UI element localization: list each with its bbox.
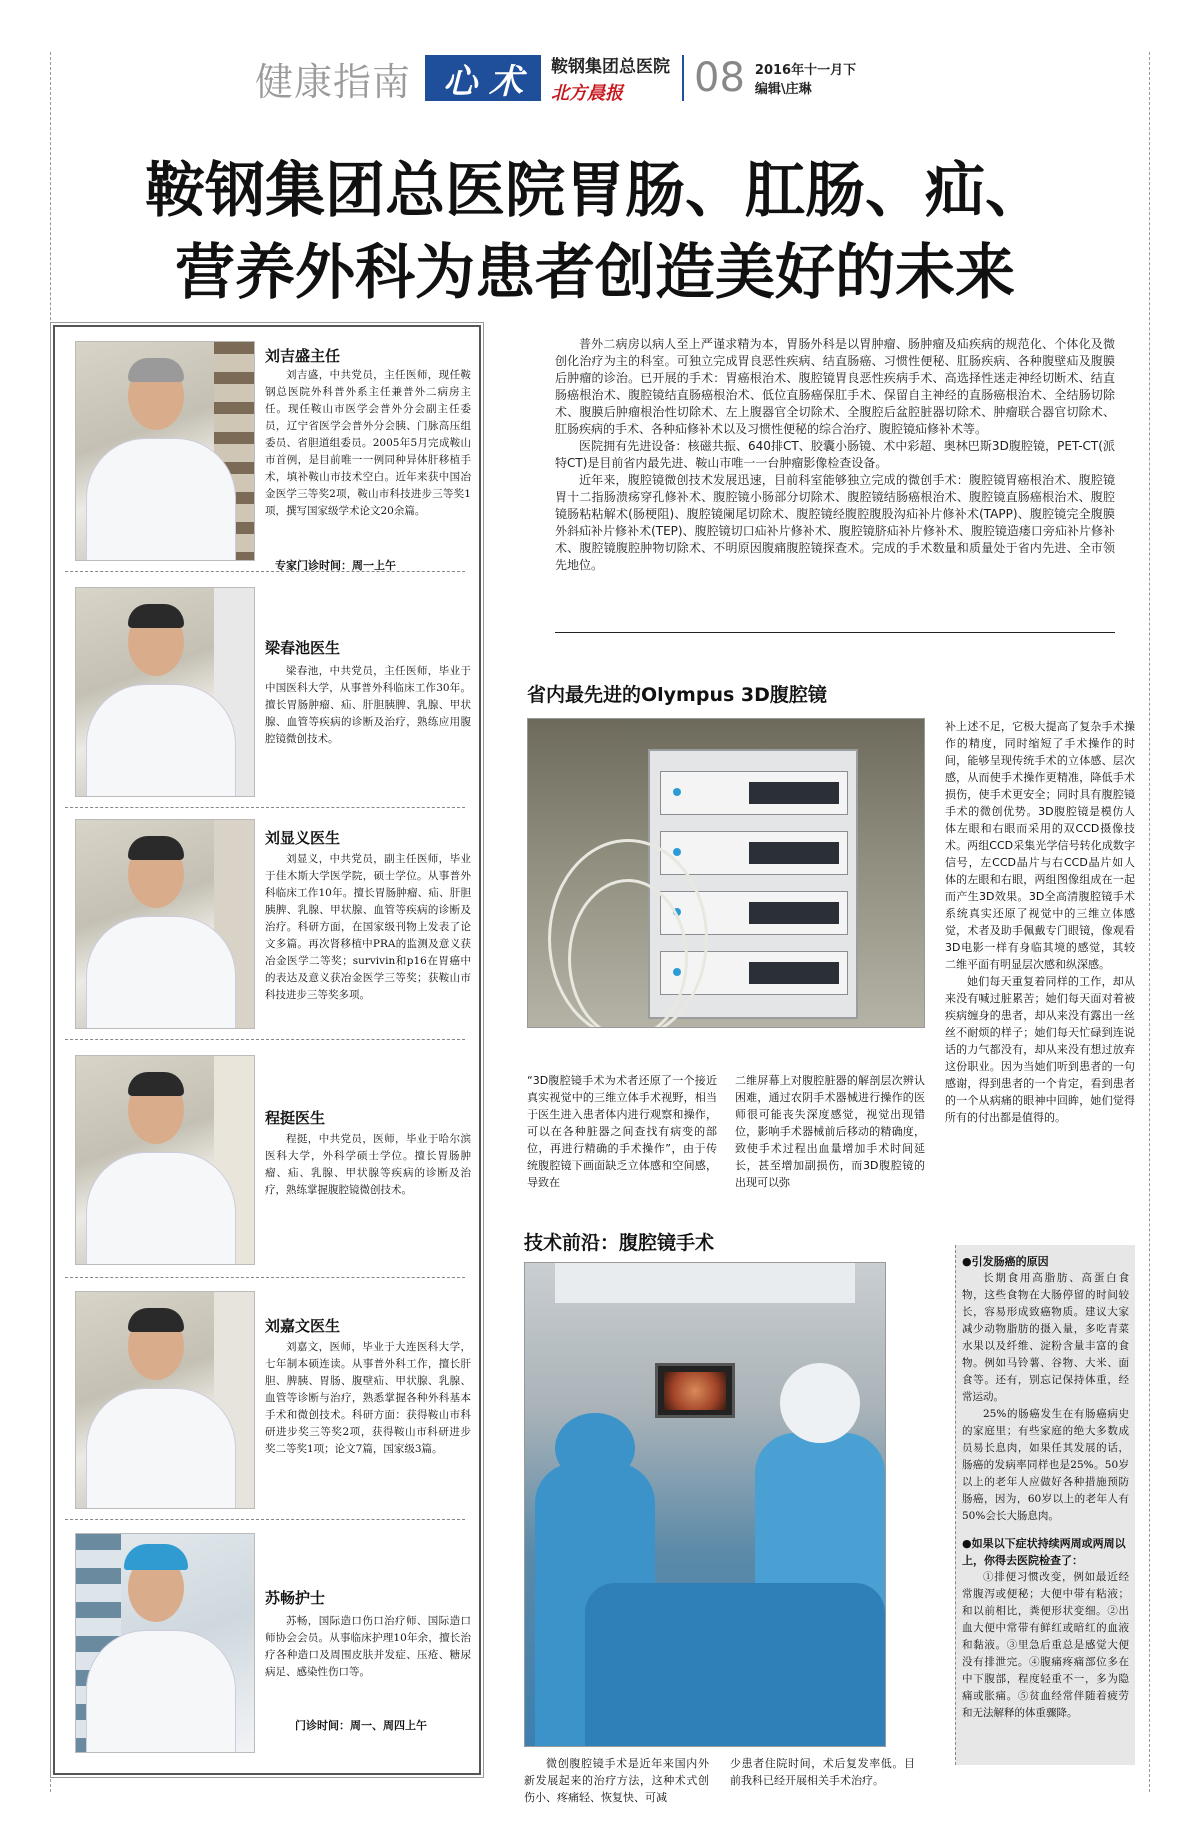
article-surgery-col-b: 少患者住院时间，术后复发率低。目前我科已经开展相关手术治疗。 bbox=[730, 1757, 915, 1787]
info-heading: ●引发肠癌的原因 bbox=[962, 1255, 1049, 1268]
issue-date: 2016年十一月下 bbox=[754, 63, 857, 78]
issue-block bbox=[755, 59, 856, 97]
laparoscope-photo bbox=[527, 718, 925, 1028]
doctor-card bbox=[65, 1291, 475, 1509]
doctor-photo bbox=[75, 819, 255, 1029]
column-logo bbox=[425, 55, 541, 101]
doctor-photo bbox=[75, 587, 255, 797]
article-surgery-col-a: 微创腹腔镜手术是近年来国内外新发展起来的治疗方法，这种术式创伤小、疼痛轻、恢复快、可减 bbox=[524, 1757, 709, 1804]
doctor-card bbox=[65, 341, 475, 572]
headline bbox=[60, 150, 1130, 314]
headline-line-2: 营养外科为患者创造美好的未来 bbox=[175, 238, 1015, 308]
divider bbox=[65, 1277, 465, 1278]
section-title-surgery: 技术前沿：腹腔镜手术 bbox=[524, 1232, 715, 1254]
intro-paragraph: 医院拥有先进设备：核磁共振、640排CT、胶囊小肠镜、术中彩超、奥林巴斯3D腹腔镜，PET-CT(派特CT)是目前省内最先进、鞍山市唯一一台肿瘤影像检查设备。 bbox=[555, 439, 1115, 470]
doctor-hours: 专家门诊时间：周一上午 bbox=[275, 559, 396, 572]
column-logo-text: 心 术 bbox=[443, 61, 523, 102]
article-3d-col-b: 二维屏幕上对腹腔脏器的解剖层次辨认困难，通过农阴手术器械进行操作的医师很可能丧失深度感觉，视觉出现错位，影响手术器械前后移动的精确度，致使手术过程出血量增加手术时间延长，甚至增加副损伤，而3D腹腔镜的出现可以弥 bbox=[735, 1074, 925, 1189]
info-heading: ●如果以下症状持续两周或两周以上，你得去医院检查了： bbox=[962, 1537, 1126, 1567]
doctor-name: 程挺医生 bbox=[265, 1109, 326, 1127]
doctor-card bbox=[65, 1055, 475, 1265]
info-paragraph: 25%的肠癌发生在有肠癌病史的家庭里；有些家庭的绝大多数成员易长息肉，如果任其发展的话，肠癌的发病率同样也是25%。50岁以上的老年人应做好各种措施预防肠癌，因为，60岁以上的老年人有50%会长大肠息肉。 bbox=[962, 1408, 1129, 1522]
doctor-card bbox=[65, 1533, 475, 1753]
doctor-name: 梁春池医生 bbox=[265, 639, 341, 657]
divider bbox=[65, 571, 465, 572]
doctor-bio: 程挺，中共党员，医师，毕业于哈尔滨医科大学，外科学硕士学位。擅长胃肠肿瘤、疝、乳腺、甲状腺等疾病的诊断及治疗，熟练掌握腹腔镜微创技术。 bbox=[265, 1133, 471, 1196]
section-name: 健康指南 bbox=[255, 59, 412, 104]
article-3d-col-c-text: 补上述不足，它极大提高了复杂手术操作的精度，同时缩短了手术操作的时间，能够呈现传统手术的立体感、层次感，从而使手术操作更精准，降低手术损伤，使手术更安全；同时具有腹腔镜手术的微创优势。3D腹腔镜是模仿人体左眼和右眼而采用的双CCD摄像技术。两组CCD采集光学信号转化成数字信号，左CCD晶片与右CCD晶片如人体的左眼和右眼，两组图像组成在一起而产生3D效果。3D全高清腹腔镜手术系统真实还原了视觉中的三维立体感觉，术者及助手佩戴专门眼镜，像观看3D电影一样有身临其境的感觉，其较二维平面有明显层次感和纵深感。 bbox=[945, 720, 1135, 971]
divider bbox=[65, 1039, 465, 1040]
article-3d-col-c-text-2: 她们每天重复着同样的工作，却从来没有喊过脏累苦；她们每天面对着被疾病缠身的患者，却从来没有露出一丝丝不耐烦的样子；她们每天忙碌到连说话的力气都没有，却从来没有想过放弃这份职业。因为当她们听到患者的一句感谢，得到患者的一个肯定，看到患者的一个从病痛的眼神中回眸，她们觉得所有的付出都是值得的。 bbox=[945, 975, 1135, 1124]
section-title-3d: 省内最先进的Olympus 3D腹腔镜 bbox=[527, 684, 827, 706]
doctor-name: 刘嘉文医生 bbox=[265, 1317, 341, 1335]
doctor-name: 刘显义医生 bbox=[265, 829, 341, 847]
intro-article bbox=[555, 336, 1115, 574]
surgery-photo bbox=[524, 1262, 886, 1747]
article-3d-col-a: “3D腹腔镜手术为术者还原了一个接近真实视觉中的三维立体手术视野，相当于医生进入患者体内进行观察和操作，可以在各种脏器之间查找有病变的部位，再进行精确的手术操作”，由于传统腹腔镜下画面缺乏立体感和空间感，导致在 bbox=[527, 1074, 717, 1189]
doctor-bio: 刘显义，中共党员，副主任医师，毕业于佳木斯大学医学院，硕士学位。从事普外科临床工作10年。擅长胃肠肿瘤、疝、肝胆胰脾、乳腺、甲状腺、血管等疾病的诊断及治疗。科研方面，在国家级刊物上发表了论文多篇。再次肾移植中PRA的监测及意义获冶金医学二等奖；survivin和p16在胃癌中的表达及意义获冶金医学三等奖；获鞍山市科技进步三等奖多项。 bbox=[265, 853, 471, 1001]
editor: 编辑\庄琳 bbox=[754, 82, 812, 97]
page-number: 08 bbox=[694, 55, 745, 101]
headline-line-1: 鞍钢集团总医院胃肠、肛肠、疝、 bbox=[145, 156, 1045, 226]
doctor-sidebar bbox=[53, 325, 481, 1775]
nurse-photo bbox=[75, 1533, 255, 1753]
doctor-photo bbox=[75, 1055, 255, 1265]
doctor-card bbox=[65, 819, 475, 1029]
info-paragraph: 长期食用高脂肪、高蛋白食物，这些食物在大肠停留的时间较长，容易形成致癌物质。建议大家减少动物脂肪的摄入量，多吃青菜水果以及纤维、淀粉含量丰富的食物。例如马铃薯、谷物、大米、面食等。还有，别忘记保持体重，经常运动。 bbox=[962, 1272, 1129, 1403]
doctor-bio: 苏畅，国际造口伤口治疗师、国际造口师协会会员。从事临床护理10年余，擅长治疗各种造口及周围皮肤并发症、压疮、糖尿病足、感染性伤口等。 bbox=[265, 1615, 471, 1678]
masthead-divider bbox=[682, 55, 684, 101]
intro-paragraph: 近年来，腹腔镜微创技术发展迅速，目前科室能够独立完成的微创手术：腹腔镜胃癌根治术、腹腔镜胃十二指肠溃疡穿孔修补术、腹腔镜小肠部分切除术、腹腔镜结肠癌根治术、腹腔镜直肠癌根治术、腹腔镜肠粘粘解术(肠梗阻)、腹腔镜阑尾切除术、腹腔镜经腹腔腹股沟疝补片修补术(TAPP)、腹腔镜完全腹膜外斜疝补片修补术(TEP)、腹腔镜切口疝补片修补术、腹腔镜脐疝补片修补术、腹腔镜造瘘口旁疝补片修补术、腹腔镜腹腔肿物切除术、不明原因腹痛腹腔镜探查术。完成的手术数量和质量处于省内先进、全市领先地位。 bbox=[555, 473, 1115, 572]
hospital-block bbox=[551, 52, 670, 105]
doctor-bio: 刘吉盛，中共党员，主任医师，现任鞍钢总医院外科普外系主任兼普外二病房主任。现任鞍山市医学会普外分会副主任委员，辽宁省医学会普外分会胰、门脉高压组委员、省胆道组委员。2005年5月完成鞍山市首例，是目前唯一一例同种异体肝移植手术，填补鞍山市技术空白。近年来获中国冶金医学三等奖2项，鞍山市科技进步三等奖1项，撰写国家级学术论文20余篇。 bbox=[265, 369, 471, 517]
doctor-name: 苏畅护士 bbox=[265, 1589, 326, 1607]
section-rule bbox=[555, 632, 1115, 633]
masthead bbox=[255, 52, 856, 104]
hospital-name: 鞍钢集团总医院 bbox=[551, 56, 671, 77]
divider bbox=[65, 807, 465, 808]
doctor-bio: 梁春池，中共党员，主任医师，毕业于中国医科大学，从事普外科临床工作30年。擅长胃肠肿瘤、疝、肝胆胰脾、乳腺、甲状腺、血管等疾病的诊断及治疗，熟练应用腹腔镜微创技术。 bbox=[265, 665, 471, 745]
intro-paragraph: 普外二病房以病人至上严谨求精为本，胃肠外科是以胃肿瘤、肠肿瘤及疝疾病的规范化、个体化及微创化治疗为主的科室。可独立完成胃良恶性疾病、结直肠癌、习惯性便秘、肛肠疾病、各种腹壁疝及腹膜后肿瘤的诊治。已开展的手术：胃癌根治术、腹腔镜胃良恶性疾病手术、高选择性迷走神经切断术、结直肠癌根治术、腹腔镜结直肠癌根治术、低位直肠癌保肛手术、保留自主神经的直肠癌根治术、全结肠切除术、腹膜后肿瘤根治性切除术、左上腹器官全切除术、全腹腔后盆腔脏器切除术、肿瘤联合器官切除术、肛肠疾病的手术、各种疝修补术以及习惯性便秘的综合治疗、腹腔镜疝修补术等。 bbox=[555, 337, 1115, 436]
doctor-card bbox=[65, 587, 475, 797]
doctor-name: 刘吉盛主任 bbox=[265, 347, 341, 365]
article-3d-col-c bbox=[945, 718, 1135, 1126]
doctor-photo bbox=[75, 1291, 255, 1509]
paper-name: 北方晨报 bbox=[551, 82, 624, 104]
doctor-hours: 门诊时间：周一、周四上午 bbox=[295, 1719, 427, 1732]
cancer-info-box bbox=[955, 1245, 1135, 1765]
doctor-photo bbox=[75, 341, 255, 561]
info-paragraph: ①排便习惯改变，例如最近经常腹泻或便秘；大便中带有粘液；和以前相比，粪便形状变细。②出血大便中常带有鲜红或暗红的血液和黏液。③里急后重总是感觉大便没有排泄完。④腹痛疼痛部位多在中下腹部，程度轻重不一，多为隐痛或胀痛。⑤贫血经常伴随着疲劳和无法解释的体重骤降。 bbox=[962, 1571, 1129, 1719]
doctor-bio: 刘嘉文，医师，毕业于大连医科大学，七年制本硕连读。从事普外科工作，擅长肝胆、脾胰、胃肠、腹壁疝、甲状腺、乳腺、血管等诊断与治疗，熟悉掌握各种外科基本手术和微创技术。科研方面：获得鞍山市科研进步奖三等奖2项，获得鞍山市科研进步奖二等奖1项；论文7篇，国家级3篇。 bbox=[265, 1341, 471, 1455]
divider bbox=[65, 1519, 465, 1520]
